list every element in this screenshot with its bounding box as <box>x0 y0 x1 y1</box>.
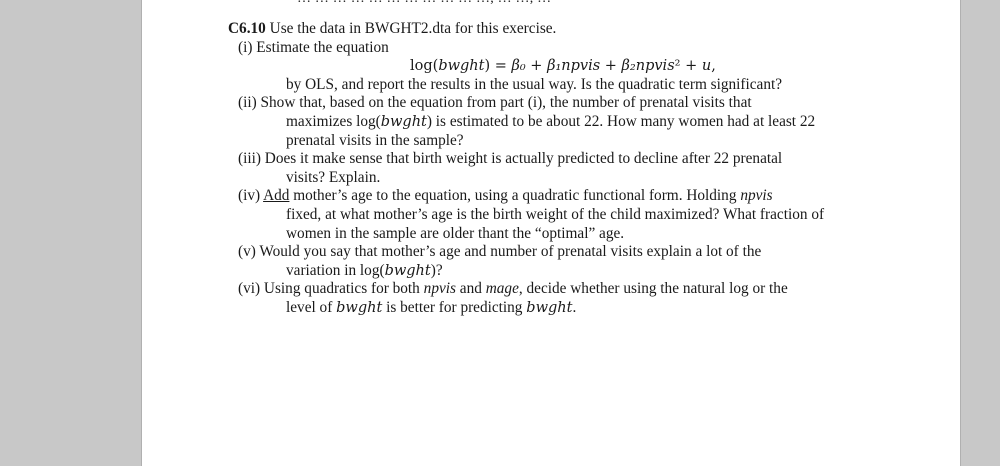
regression-equation: log(bwght) = β₀ + β₁npvis + β₂npvis² + u, <box>410 58 716 75</box>
part-v-line1: (v) Would you say that mother’s age and number of prenatal visits explain a lot of the <box>238 243 762 261</box>
part-i-line3: by OLS, and report the results in the usual way. Is the quadratic term significant? <box>286 75 783 93</box>
part-ii-line3: prenatal visits in the sample? <box>286 131 464 149</box>
part-v-line2: variation in log(bwght)? <box>286 261 443 279</box>
exercise-number: C6.10 <box>228 20 266 37</box>
exercise-heading <box>228 20 868 39</box>
part-iv-line1: (iv) Add mother’s age to the equation, using a quadratic functional form. Holding npvis <box>238 187 773 205</box>
part-iii-line1: (iii) Does it make sense that birth weight is actually predicted to decline after 22 prenatal <box>238 150 783 168</box>
part-i-line1: (i) Estimate the equation <box>238 38 389 56</box>
part-vi-line2: level of bwght is better for predicting bwght. <box>286 298 577 316</box>
part-ii-line2: maximizes log(bwght) is estimated to be about 22. How many women had at least 22 <box>286 112 816 130</box>
cropped-previous-line <box>297 0 757 3</box>
exercise-body <box>228 20 868 318</box>
part-vi-line1: (vi) Using quadratics for both npvis and mage, decide whether using the natural log or the <box>238 280 788 298</box>
add-underlined-word: Add <box>263 187 290 205</box>
part-iii-line2: visits? Explain. <box>286 168 381 186</box>
part-iv-line2: fixed, at what mother’s age is the birth weight of the child maximized? What fraction of <box>286 205 825 223</box>
exercise-intro: Use the data in BWGHT2.dta for this exercise. <box>269 20 557 37</box>
part-iv-line3: women in the sample are older thant the “optimal” age. <box>286 224 625 242</box>
part-ii-line1: (ii) Show that, based on the equation from part (i), the number of prenatal visits that <box>238 94 752 112</box>
